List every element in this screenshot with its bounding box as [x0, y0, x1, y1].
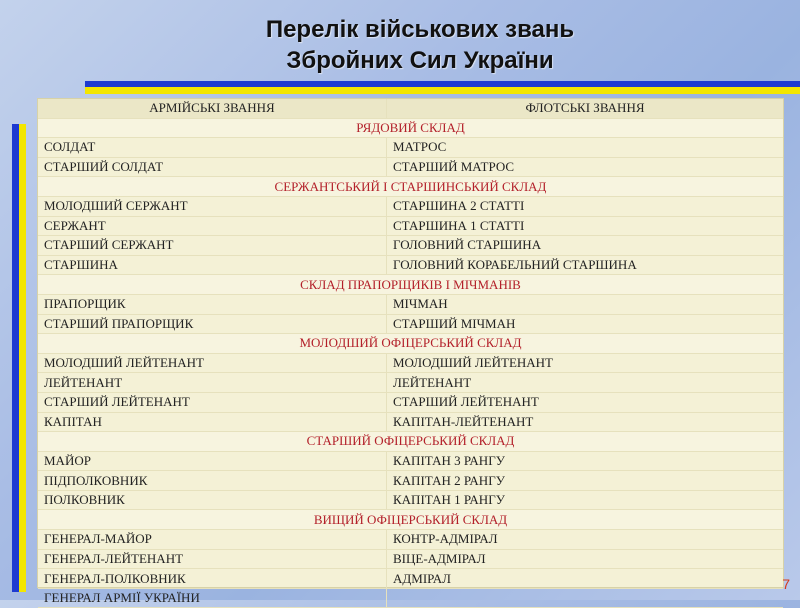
- army-rank-cell: ГЕНЕРАЛ АРМІЇ УКРАЇНИ: [38, 588, 387, 608]
- army-rank-cell: СТАРШИЙ СЕРЖАНТ: [38, 236, 387, 256]
- table-row: [38, 294, 783, 314]
- navy-rank-cell: СТАРШИНА 2 СТАТТІ: [387, 196, 784, 216]
- army-rank-cell: СТАРШИНА: [38, 255, 387, 275]
- section-title: СЕРЖАНТСЬКИЙ І СТАРШИНСЬКИЙ СКЛАД: [38, 177, 783, 197]
- army-rank-cell: КАПІТАН: [38, 412, 387, 432]
- army-rank-cell: ГЕНЕРАЛ-ПОЛКОВНИК: [38, 569, 387, 589]
- army-rank-cell: ГЕНЕРАЛ-ЛЕЙТЕНАНТ: [38, 549, 387, 569]
- navy-rank-cell: ГОЛОВНИЙ СТАРШИНА: [387, 236, 784, 256]
- table-row: [38, 490, 783, 510]
- navy-rank-cell: МОЛОДШИЙ ЛЕЙТЕНАНТ: [387, 353, 784, 373]
- navy-rank-cell: СТАРШИНА 1 СТАТТІ: [387, 216, 784, 236]
- slide-title-line-2: Збройних Сил України: [286, 47, 554, 74]
- table-row: [38, 196, 783, 216]
- army-rank-cell: СОЛДАТ: [38, 138, 387, 158]
- army-rank-cell: МАЙОР: [38, 451, 387, 471]
- army-rank-cell: СТАРШИЙ ПРАПОРЩИК: [38, 314, 387, 334]
- navy-rank-cell: КАПІТАН 3 РАНГУ: [387, 451, 784, 471]
- navy-rank-cell: ЛЕЙТЕНАНТ: [387, 373, 784, 393]
- table-row: [38, 392, 783, 412]
- section-row: [38, 334, 783, 354]
- army-rank-cell: МОЛОДШИЙ СЕРЖАНТ: [38, 196, 387, 216]
- army-rank-cell: ПРАПОРЩИК: [38, 294, 387, 314]
- army-rank-cell: ГЕНЕРАЛ-МАЙОР: [38, 530, 387, 550]
- army-rank-cell: СТАРШИЙ СОЛДАТ: [38, 157, 387, 177]
- table-row: [38, 549, 783, 569]
- table-header-row: [38, 99, 783, 118]
- section-title: СКЛАД ПРАПОРЩИКІВ І МІЧМАНІВ: [38, 275, 783, 295]
- army-rank-cell: СЕРЖАНТ: [38, 216, 387, 236]
- table-row: [38, 412, 783, 432]
- table-row: [38, 373, 783, 393]
- navy-rank-cell: СТАРШИЙ ЛЕЙТЕНАНТ: [387, 392, 784, 412]
- ranks-table: [37, 98, 784, 606]
- section-row: [38, 177, 783, 197]
- section-title: ВИЩИЙ ОФІЦЕРСЬКИЙ СКЛАД: [38, 510, 783, 530]
- table-row: [38, 569, 783, 589]
- table-row: [38, 157, 783, 177]
- navy-rank-cell: КАПІТАН 1 РАНГУ: [387, 490, 784, 510]
- section-row: [38, 432, 783, 452]
- page-number: 7: [782, 576, 790, 592]
- flag-stripe-vertical: [12, 124, 26, 592]
- flag-stripe-horizontal: [85, 81, 800, 94]
- section-title: РЯДОВИЙ СКЛАД: [38, 118, 783, 138]
- navy-rank-cell: СТАРШИЙ МІЧМАН: [387, 314, 784, 334]
- section-row: [38, 275, 783, 295]
- table-row: [38, 255, 783, 275]
- slide-title-line-1: Перелік військових звань: [265, 16, 575, 43]
- table-row: [38, 216, 783, 236]
- navy-rank-cell: ВІЦЕ-АДМІРАЛ: [387, 549, 784, 569]
- navy-rank-cell: МІЧМАН: [387, 294, 784, 314]
- navy-rank-cell: ГОЛОВНИЙ КОРАБЕЛЬНИЙ СТАРШИНА: [387, 255, 784, 275]
- navy-rank-cell: МАТРОС: [387, 138, 784, 158]
- table-row: [38, 530, 783, 550]
- table-row: [38, 588, 783, 608]
- table-row: [38, 353, 783, 373]
- navy-rank-cell: [387, 588, 784, 608]
- table-row: [38, 138, 783, 158]
- army-rank-cell: СТАРШИЙ ЛЕЙТЕНАНТ: [38, 392, 387, 412]
- header-navy: ФЛОТСЬКІ ЗВАННЯ: [387, 99, 784, 118]
- section-title: СТАРШИЙ ОФІЦЕРСЬКИЙ СКЛАД: [38, 432, 783, 452]
- navy-rank-cell: КАПІТАН-ЛЕЙТЕНАНТ: [387, 412, 784, 432]
- table-row: [38, 451, 783, 471]
- army-rank-cell: ПІДПОЛКОВНИК: [38, 471, 387, 491]
- section-title: МОЛОДШИЙ ОФІЦЕРСЬКИЙ СКЛАД: [38, 334, 783, 354]
- header-army: АРМІЙСЬКІ ЗВАННЯ: [38, 99, 387, 118]
- section-row: [38, 510, 783, 530]
- army-rank-cell: ПОЛКОВНИК: [38, 490, 387, 510]
- army-rank-cell: МОЛОДШИЙ ЛЕЙТЕНАНТ: [38, 353, 387, 373]
- table-row: [38, 236, 783, 256]
- navy-rank-cell: АДМІРАЛ: [387, 569, 784, 589]
- table-row: [38, 471, 783, 491]
- section-row: [38, 118, 783, 138]
- slide-title: [180, 14, 660, 76]
- navy-rank-cell: КОНТР-АДМІРАЛ: [387, 530, 784, 550]
- navy-rank-cell: СТАРШИЙ МАТРОС: [387, 157, 784, 177]
- navy-rank-cell: КАПІТАН 2 РАНГУ: [387, 471, 784, 491]
- army-rank-cell: ЛЕЙТЕНАНТ: [38, 373, 387, 393]
- table-row: [38, 314, 783, 334]
